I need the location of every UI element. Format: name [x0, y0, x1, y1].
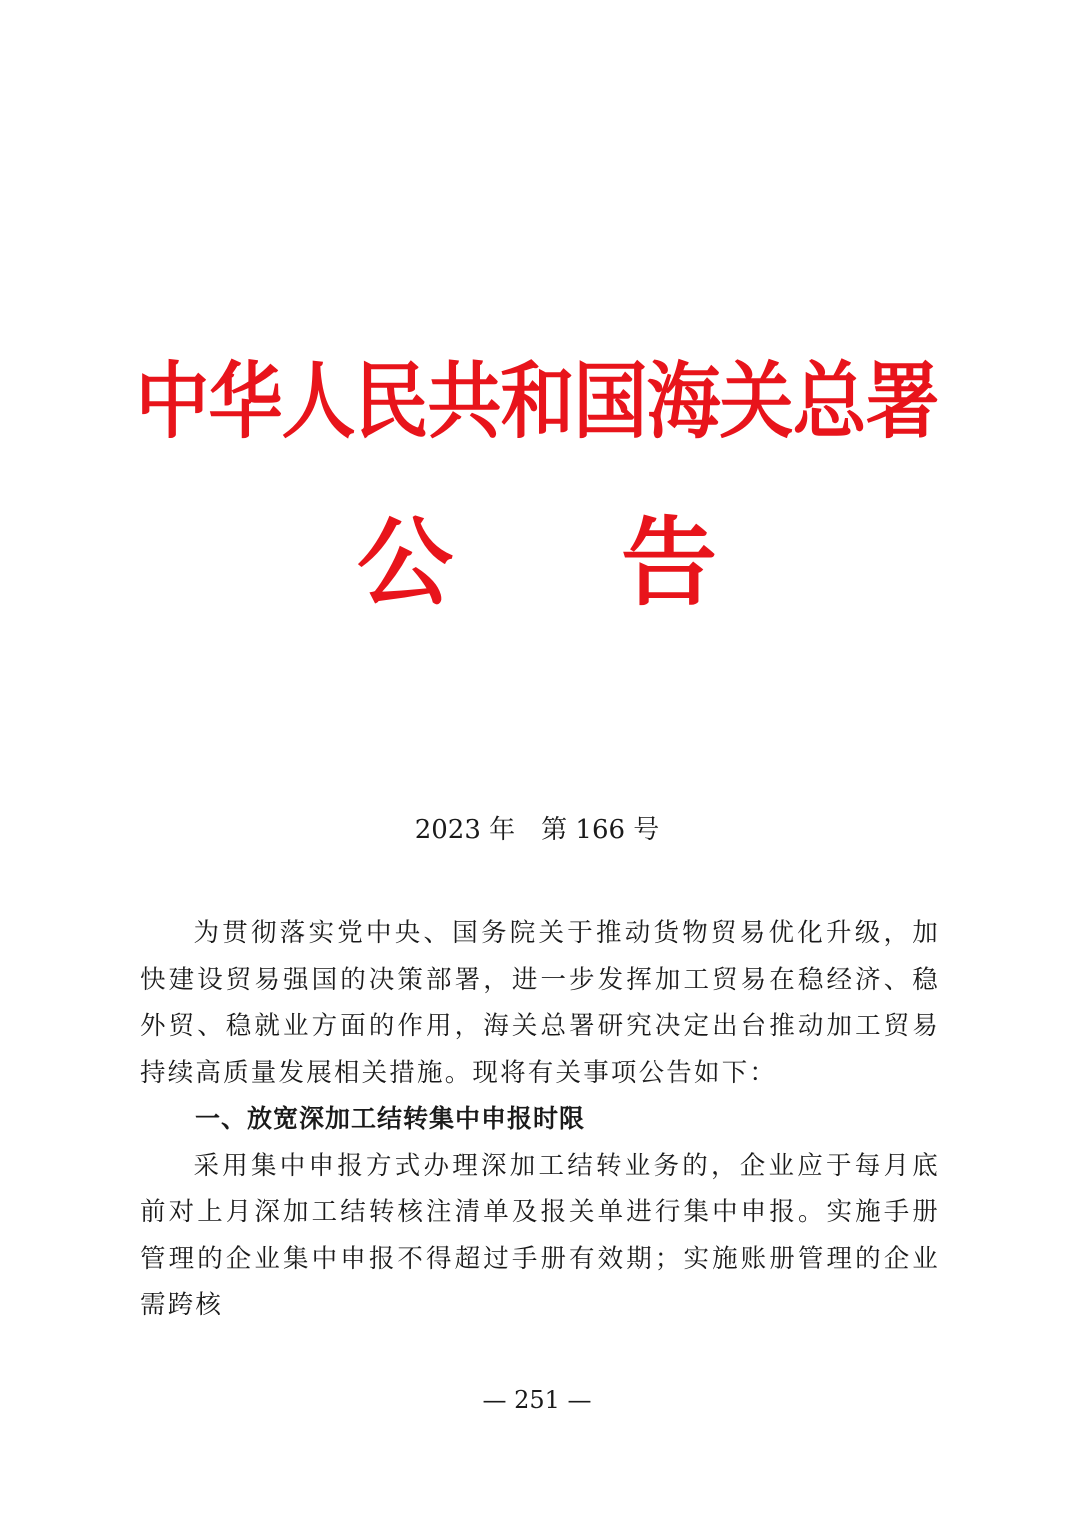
- document-type-heading: [0, 508, 1074, 618]
- issuer-title: 中华人民共和国海关总署: [135, 353, 939, 451]
- section-paragraph: 采用集中申报方式办理深加工结转业务的，企业应于每月底前对上月深加工结转核注清单及报关单进行集中申报。实施手册管理的企业集中申报不得超过手册有效期；实施账册管理的企业需跨核: [140, 1150, 940, 1320]
- document-number: 2023 年 第 166 号: [414, 815, 660, 845]
- page-number: — 251 —: [482, 1386, 592, 1414]
- document-type-char-1: 公: [357, 507, 453, 619]
- intro-paragraph: 为贯彻落实党中央、国务院关于推动货物贸易优化升级，加快建设贸易强国的决策部署，进一步发挥加工贸易在稳经济、稳外贸、稳就业方面的作用，海关总署研究决定出台推动加工贸易持续高质量发展相关措施。现将有关事项公告如下：: [140, 918, 940, 1088]
- document-body: [140, 910, 940, 1329]
- document-type-char-2: 告: [621, 507, 717, 619]
- section-heading: 一、放宽深加工结转集中申报时限: [195, 1104, 586, 1133]
